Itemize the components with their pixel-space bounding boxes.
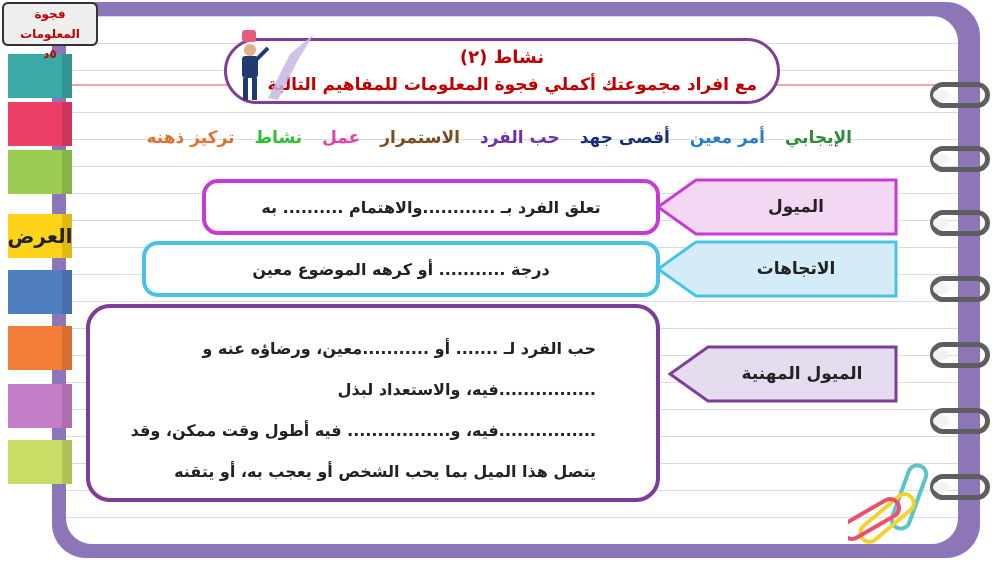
badge-subtitle: ٥د <box>8 44 92 63</box>
tab-shade <box>62 270 72 314</box>
concept-definition <box>86 304 660 502</box>
tab-shade <box>62 384 72 428</box>
word-bank <box>132 128 852 148</box>
activity-title: نشاط (٢) <box>459 47 545 68</box>
word-bank-item: حب الفرد <box>479 128 560 148</box>
side-tab[interactable] <box>8 384 72 428</box>
concept-label: الميول المهنية <box>741 364 863 384</box>
tab-shade <box>62 150 72 194</box>
side-tab[interactable] <box>8 102 72 146</box>
word-bank-item: الإيجابي <box>784 128 852 148</box>
binder-ring-icon <box>930 408 990 434</box>
binder-ring-icon <box>930 82 990 108</box>
binder-ring-icon <box>930 342 990 368</box>
side-tab[interactable] <box>8 326 72 370</box>
side-tab[interactable] <box>8 214 72 258</box>
activity-instruction: مع افراد مجموعتك أكملي فجوة المعلومات للمفاهيم التالية <box>267 75 757 95</box>
side-tab-label: العرض <box>7 224 73 248</box>
concept-definition: درجة ........... أو كرهه الموضوع معين <box>142 241 660 297</box>
definition-line: حب الفرد لـ ....... أو ...........معين، ورضاؤه عنه و <box>202 339 596 358</box>
side-tab[interactable] <box>8 150 72 194</box>
binder-ring-icon <box>930 210 990 236</box>
word-bank-item: عمل <box>322 128 361 148</box>
definition-line: يتصل هذا الميل بما يحب الشخص أو يعجب به، أو يتقنه <box>174 462 596 481</box>
binder-ring-icon <box>930 276 990 302</box>
thinking-person-icon <box>228 26 318 106</box>
concept-label: الاتجاهات <box>756 259 836 279</box>
concept-label: الميول <box>768 197 824 217</box>
lesson-badge <box>2 2 98 61</box>
word-bank-item: أقصى جهد <box>579 128 670 148</box>
tab-shade <box>62 440 72 484</box>
tab-shade <box>62 326 72 370</box>
definition-line: ................فيه، و................. فيه أطول وقت ممكن، وقد <box>130 421 596 440</box>
binder-ring-icon <box>930 146 990 172</box>
paper-clip-icon <box>848 458 948 550</box>
word-bank-item: نشاط <box>254 128 303 148</box>
concept-definition: تعلق الفرد بـ ............والاهتمام .......... به <box>202 179 660 235</box>
word-bank-item: تركيز ذهنه <box>146 128 235 148</box>
word-bank-item: الاستمرار <box>380 128 460 148</box>
tab-shade <box>62 102 72 146</box>
definition-line: ................فيه، والاستعداد لبذل <box>337 380 596 399</box>
badge-title: فجوة المعلومات <box>20 7 80 41</box>
side-tab[interactable] <box>8 270 72 314</box>
word-bank-item: أمر معين <box>689 128 765 148</box>
side-tab[interactable] <box>8 440 72 484</box>
